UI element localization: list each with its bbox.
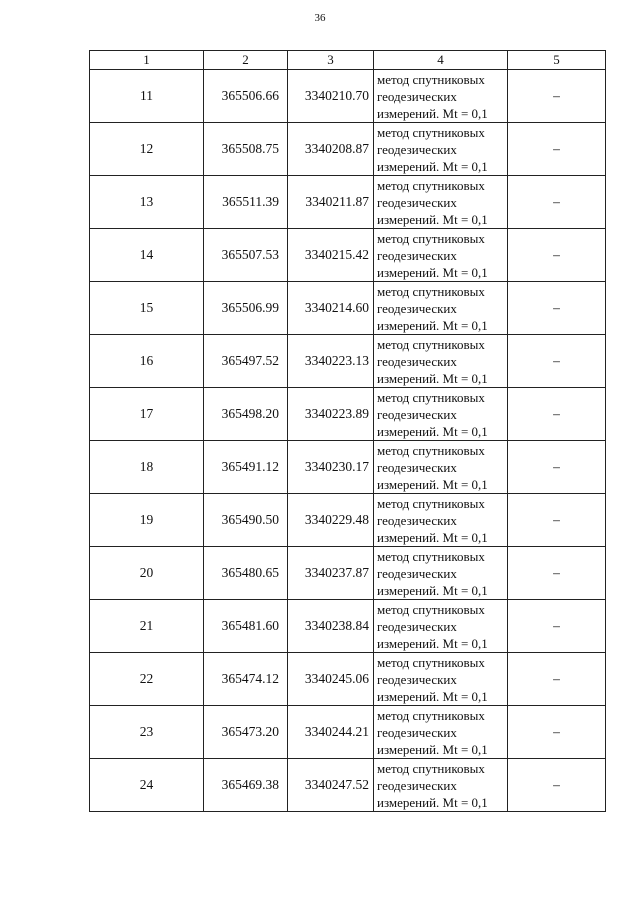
accuracy-dash-cell: – <box>508 123 606 176</box>
method-text-line: геодезических <box>377 88 457 104</box>
x-coordinate-cell: 365480.65 <box>204 547 288 600</box>
method-text-line: геодезических <box>377 300 457 316</box>
method-cell <box>374 229 508 282</box>
method-text-line: измерений. Mt = 0,1 <box>377 476 488 492</box>
accuracy-dash-cell: – <box>508 70 606 123</box>
method-text-line: метод спутниковых <box>377 389 485 405</box>
x-coordinate-cell: 365481.60 <box>204 600 288 653</box>
method-text-line: геодезических <box>377 353 457 369</box>
x-coordinate-cell: 365498.20 <box>204 388 288 441</box>
method-text-line: метод спутниковых <box>377 177 485 193</box>
method-cell <box>374 653 508 706</box>
table-row <box>90 441 606 494</box>
method-text-line: метод спутниковых <box>377 707 485 723</box>
page-number: 36 <box>314 12 326 24</box>
method-text-line: измерений. Mt = 0,1 <box>377 317 488 333</box>
table-row <box>90 229 606 282</box>
table-row <box>90 706 606 759</box>
method-cell <box>374 759 508 812</box>
method-text-line: измерений. Mt = 0,1 <box>377 105 488 121</box>
y-coordinate-cell: 3340223.89 <box>288 388 374 441</box>
y-coordinate-cell: 3340237.87 <box>288 547 374 600</box>
y-coordinate-cell: 3340210.70 <box>288 70 374 123</box>
method-text-line: геодезических <box>377 247 457 263</box>
method-text-line: измерений. Mt = 0,1 <box>377 264 488 280</box>
method-cell <box>374 706 508 759</box>
y-coordinate-cell: 3340229.48 <box>288 494 374 547</box>
point-number-cell: 15 <box>90 282 204 335</box>
x-coordinate-cell: 365497.52 <box>204 335 288 388</box>
table-row <box>90 282 606 335</box>
accuracy-dash-cell: – <box>508 229 606 282</box>
method-cell <box>374 600 508 653</box>
x-coordinate-cell: 365508.75 <box>204 123 288 176</box>
y-coordinate-cell: 3340223.13 <box>288 335 374 388</box>
method-text-line: измерений. Mt = 0,1 <box>377 688 488 704</box>
method-text-line: метод спутниковых <box>377 283 485 299</box>
coordinates-table <box>89 50 606 812</box>
accuracy-dash-cell: – <box>508 176 606 229</box>
y-coordinate-cell: 3340215.42 <box>288 229 374 282</box>
header-col-5: 5 <box>508 51 606 70</box>
method-text-line: геодезических <box>377 777 457 793</box>
method-cell <box>374 388 508 441</box>
table-row <box>90 176 606 229</box>
point-number-cell: 13 <box>90 176 204 229</box>
method-text-line: метод спутниковых <box>377 336 485 352</box>
accuracy-dash-cell: – <box>508 759 606 812</box>
method-text-line: метод спутниковых <box>377 495 485 511</box>
x-coordinate-cell: 365506.99 <box>204 282 288 335</box>
method-text-line: измерений. Mt = 0,1 <box>377 423 488 439</box>
y-coordinate-cell: 3340245.06 <box>288 653 374 706</box>
accuracy-dash-cell: – <box>508 494 606 547</box>
table-body <box>90 70 606 812</box>
table-row <box>90 547 606 600</box>
accuracy-dash-cell: – <box>508 600 606 653</box>
header-col-2: 2 <box>204 51 288 70</box>
method-cell <box>374 282 508 335</box>
method-text-line: геодезических <box>377 724 457 740</box>
method-text-line: метод спутниковых <box>377 71 485 87</box>
method-text-line: метод спутниковых <box>377 760 485 776</box>
method-cell <box>374 176 508 229</box>
method-text-line: измерений. Mt = 0,1 <box>377 158 488 174</box>
method-text-line: метод спутниковых <box>377 601 485 617</box>
table-row <box>90 70 606 123</box>
method-text-line: измерений. Mt = 0,1 <box>377 370 488 386</box>
method-cell <box>374 123 508 176</box>
method-cell <box>374 547 508 600</box>
method-text-line: геодезических <box>377 459 457 475</box>
method-text-line: измерений. Mt = 0,1 <box>377 635 488 651</box>
accuracy-dash-cell: – <box>508 653 606 706</box>
x-coordinate-cell: 365469.38 <box>204 759 288 812</box>
table-row <box>90 494 606 547</box>
method-cell <box>374 494 508 547</box>
y-coordinate-cell: 3340230.17 <box>288 441 374 494</box>
method-cell <box>374 335 508 388</box>
point-number-cell: 23 <box>90 706 204 759</box>
point-number-cell: 24 <box>90 759 204 812</box>
x-coordinate-cell: 365474.12 <box>204 653 288 706</box>
method-cell <box>374 441 508 494</box>
point-number-cell: 16 <box>90 335 204 388</box>
x-coordinate-cell: 365473.20 <box>204 706 288 759</box>
x-coordinate-cell: 365507.53 <box>204 229 288 282</box>
method-text-line: измерений. Mt = 0,1 <box>377 529 488 545</box>
header-col-3: 3 <box>288 51 374 70</box>
point-number-cell: 12 <box>90 123 204 176</box>
point-number-cell: 21 <box>90 600 204 653</box>
x-coordinate-cell: 365491.12 <box>204 441 288 494</box>
method-text-line: измерений. Mt = 0,1 <box>377 211 488 227</box>
method-text-line: измерений. Mt = 0,1 <box>377 741 488 757</box>
method-text-line: метод спутниковых <box>377 442 485 458</box>
table-row <box>90 123 606 176</box>
method-text-line: измерений. Mt = 0,1 <box>377 582 488 598</box>
table-row <box>90 335 606 388</box>
point-number-cell: 11 <box>90 70 204 123</box>
y-coordinate-cell: 3340247.52 <box>288 759 374 812</box>
table-header-row <box>90 51 606 70</box>
header-col-1: 1 <box>90 51 204 70</box>
method-text-line: геодезических <box>377 194 457 210</box>
method-text-line: геодезических <box>377 671 457 687</box>
method-text-line: метод спутниковых <box>377 230 485 246</box>
method-text-line: метод спутниковых <box>377 124 485 140</box>
method-text-line: измерений. Mt = 0,1 <box>377 794 488 810</box>
method-text-line: геодезических <box>377 565 457 581</box>
method-text-line: геодезических <box>377 141 457 157</box>
x-coordinate-cell: 365490.50 <box>204 494 288 547</box>
table-row <box>90 759 606 812</box>
method-text-line: геодезических <box>377 512 457 528</box>
accuracy-dash-cell: – <box>508 335 606 388</box>
point-number-cell: 19 <box>90 494 204 547</box>
x-coordinate-cell: 365511.39 <box>204 176 288 229</box>
accuracy-dash-cell: – <box>508 282 606 335</box>
accuracy-dash-cell: – <box>508 706 606 759</box>
accuracy-dash-cell: – <box>508 388 606 441</box>
point-number-cell: 18 <box>90 441 204 494</box>
accuracy-dash-cell: – <box>508 441 606 494</box>
point-number-cell: 14 <box>90 229 204 282</box>
y-coordinate-cell: 3340211.87 <box>288 176 374 229</box>
y-coordinate-cell: 3340244.21 <box>288 706 374 759</box>
method-text-line: метод спутниковых <box>377 654 485 670</box>
accuracy-dash-cell: – <box>508 547 606 600</box>
point-number-cell: 17 <box>90 388 204 441</box>
method-text-line: геодезических <box>377 406 457 422</box>
y-coordinate-cell: 3340214.60 <box>288 282 374 335</box>
table-row <box>90 653 606 706</box>
table-row <box>90 600 606 653</box>
y-coordinate-cell: 3340238.84 <box>288 600 374 653</box>
point-number-cell: 22 <box>90 653 204 706</box>
y-coordinate-cell: 3340208.87 <box>288 123 374 176</box>
method-cell <box>374 70 508 123</box>
point-number-cell: 20 <box>90 547 204 600</box>
x-coordinate-cell: 365506.66 <box>204 70 288 123</box>
table-row <box>90 388 606 441</box>
method-text-line: геодезических <box>377 618 457 634</box>
method-text-line: метод спутниковых <box>377 548 485 564</box>
header-col-4: 4 <box>374 51 508 70</box>
